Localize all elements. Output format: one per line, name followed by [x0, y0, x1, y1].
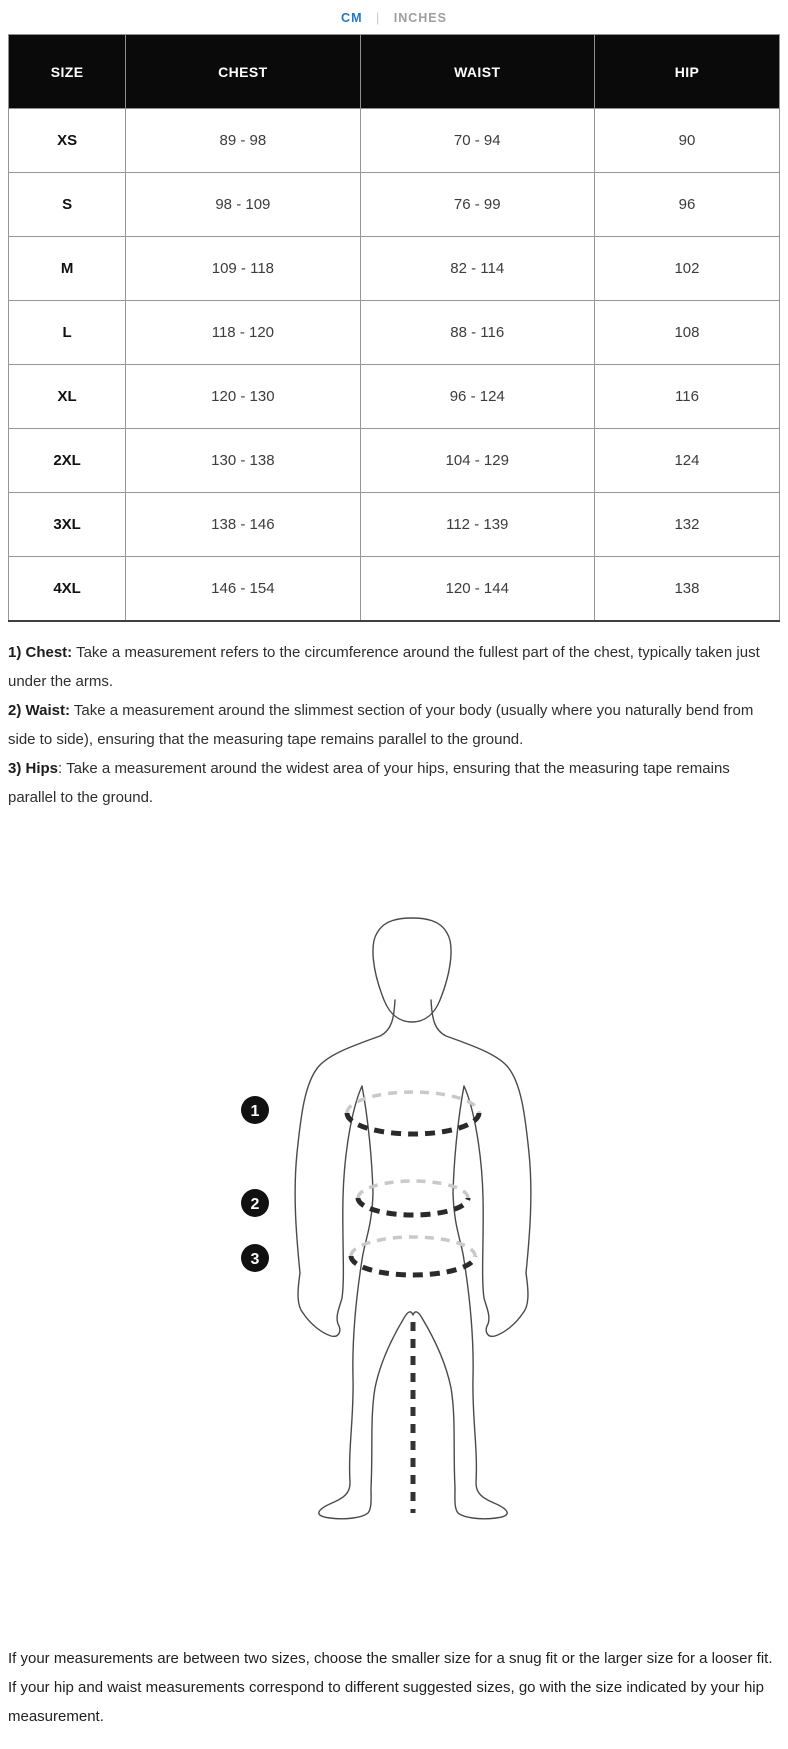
marker-hips [241, 1244, 269, 1272]
instruction-waist [8, 696, 780, 754]
waist-measure-line-front [358, 1198, 468, 1215]
tab-inches[interactable]: INCHES [393, 11, 447, 25]
hip-measure-line-front [351, 1256, 475, 1275]
chest-cell: 130 - 138 [126, 429, 360, 493]
table-row [9, 557, 780, 621]
size-cell: XS [9, 109, 126, 173]
instruction-hips-text: : Take a measurement around the widest area of your hips, ensuring that the measuring tape remains parallel to the ground. [8, 759, 730, 806]
waist-cell: 76 - 99 [360, 173, 594, 237]
waist-cell: 104 - 129 [360, 429, 594, 493]
hip-cell: 138 [594, 557, 779, 621]
chest-cell: 109 - 118 [126, 237, 360, 301]
marker-hips-number: 3 [250, 1250, 260, 1268]
hip-measure-line-back [351, 1237, 475, 1256]
hip-cell: 132 [594, 493, 779, 557]
hip-cell: 96 [594, 173, 779, 237]
chest-cell: 118 - 120 [126, 301, 360, 365]
hip-cell: 108 [594, 301, 779, 365]
hip-cell: 116 [594, 365, 779, 429]
tab-separator: | [375, 11, 381, 25]
body-outline-figure [0, 848, 788, 1548]
table-row [9, 365, 780, 429]
size-cell: L [9, 301, 126, 365]
instruction-chest [8, 638, 780, 696]
waist-measure-line-back [358, 1181, 468, 1198]
column-header-hip: HIP [594, 35, 779, 109]
table-header-row [9, 35, 780, 109]
fit-advice-note: If your measurements are between two sizes, choose the smaller size for a snug fit or the larger size for a looser fit. If your hip and waist measurements correspond to different suggested sizes, go with the size indicated by your hip measurement. [8, 1649, 773, 1725]
tab-cm[interactable]: CM [341, 11, 363, 25]
table-row [9, 301, 780, 365]
hip-cell: 102 [594, 237, 779, 301]
chest-cell: 98 - 109 [126, 173, 360, 237]
waist-cell: 70 - 94 [360, 109, 594, 173]
measurement-instructions [8, 638, 780, 812]
head-outline [373, 918, 451, 1022]
waist-cell: 120 - 144 [360, 557, 594, 621]
hip-cell: 124 [594, 429, 779, 493]
table-row [9, 237, 780, 301]
instruction-waist-lead: 2) Waist: [8, 701, 70, 719]
table-row [9, 493, 780, 557]
marker-chest-number: 1 [250, 1102, 260, 1120]
size-cell: 3XL [9, 493, 126, 557]
waist-cell: 96 - 124 [360, 365, 594, 429]
column-header-chest: CHEST [126, 35, 360, 109]
unit-toggle [0, 0, 788, 34]
size-chart-table [8, 34, 780, 622]
instruction-chest-text: Take a measurement refers to the circumference around the fullest part of the chest, typically taken just under the arms. [8, 643, 760, 690]
marker-chest [241, 1096, 269, 1124]
chest-measure-line-back [347, 1092, 479, 1113]
size-cell: S [9, 173, 126, 237]
table-row [9, 429, 780, 493]
chest-cell: 89 - 98 [126, 109, 360, 173]
size-cell: 4XL [9, 557, 126, 621]
waist-cell: 82 - 114 [360, 237, 594, 301]
marker-waist [241, 1189, 269, 1217]
body-outline [295, 1000, 531, 1519]
instruction-waist-text: Take a measurement around the slimmest section of your body (usually where you naturally bend from side to side), ensuring that the measuring tape remains parallel to the ground. [8, 701, 754, 748]
waist-cell: 112 - 139 [360, 493, 594, 557]
waist-cell: 88 - 116 [360, 301, 594, 365]
chest-cell: 120 - 130 [126, 365, 360, 429]
column-header-size: SIZE [9, 35, 126, 109]
body-measurement-diagram [0, 848, 788, 1548]
instruction-hips [8, 754, 780, 812]
hip-cell: 90 [594, 109, 779, 173]
instruction-hips-lead: 3) Hips [8, 759, 59, 777]
instruction-chest-lead: 1) Chest: [8, 643, 73, 661]
table-row [9, 109, 780, 173]
table-row [9, 173, 780, 237]
size-cell: M [9, 237, 126, 301]
chest-cell: 138 - 146 [126, 493, 360, 557]
marker-waist-number: 2 [250, 1195, 260, 1213]
column-header-waist: WAIST [360, 35, 594, 109]
chest-cell: 146 - 154 [126, 557, 360, 621]
size-cell: XL [9, 365, 126, 429]
size-cell: 2XL [9, 429, 126, 493]
